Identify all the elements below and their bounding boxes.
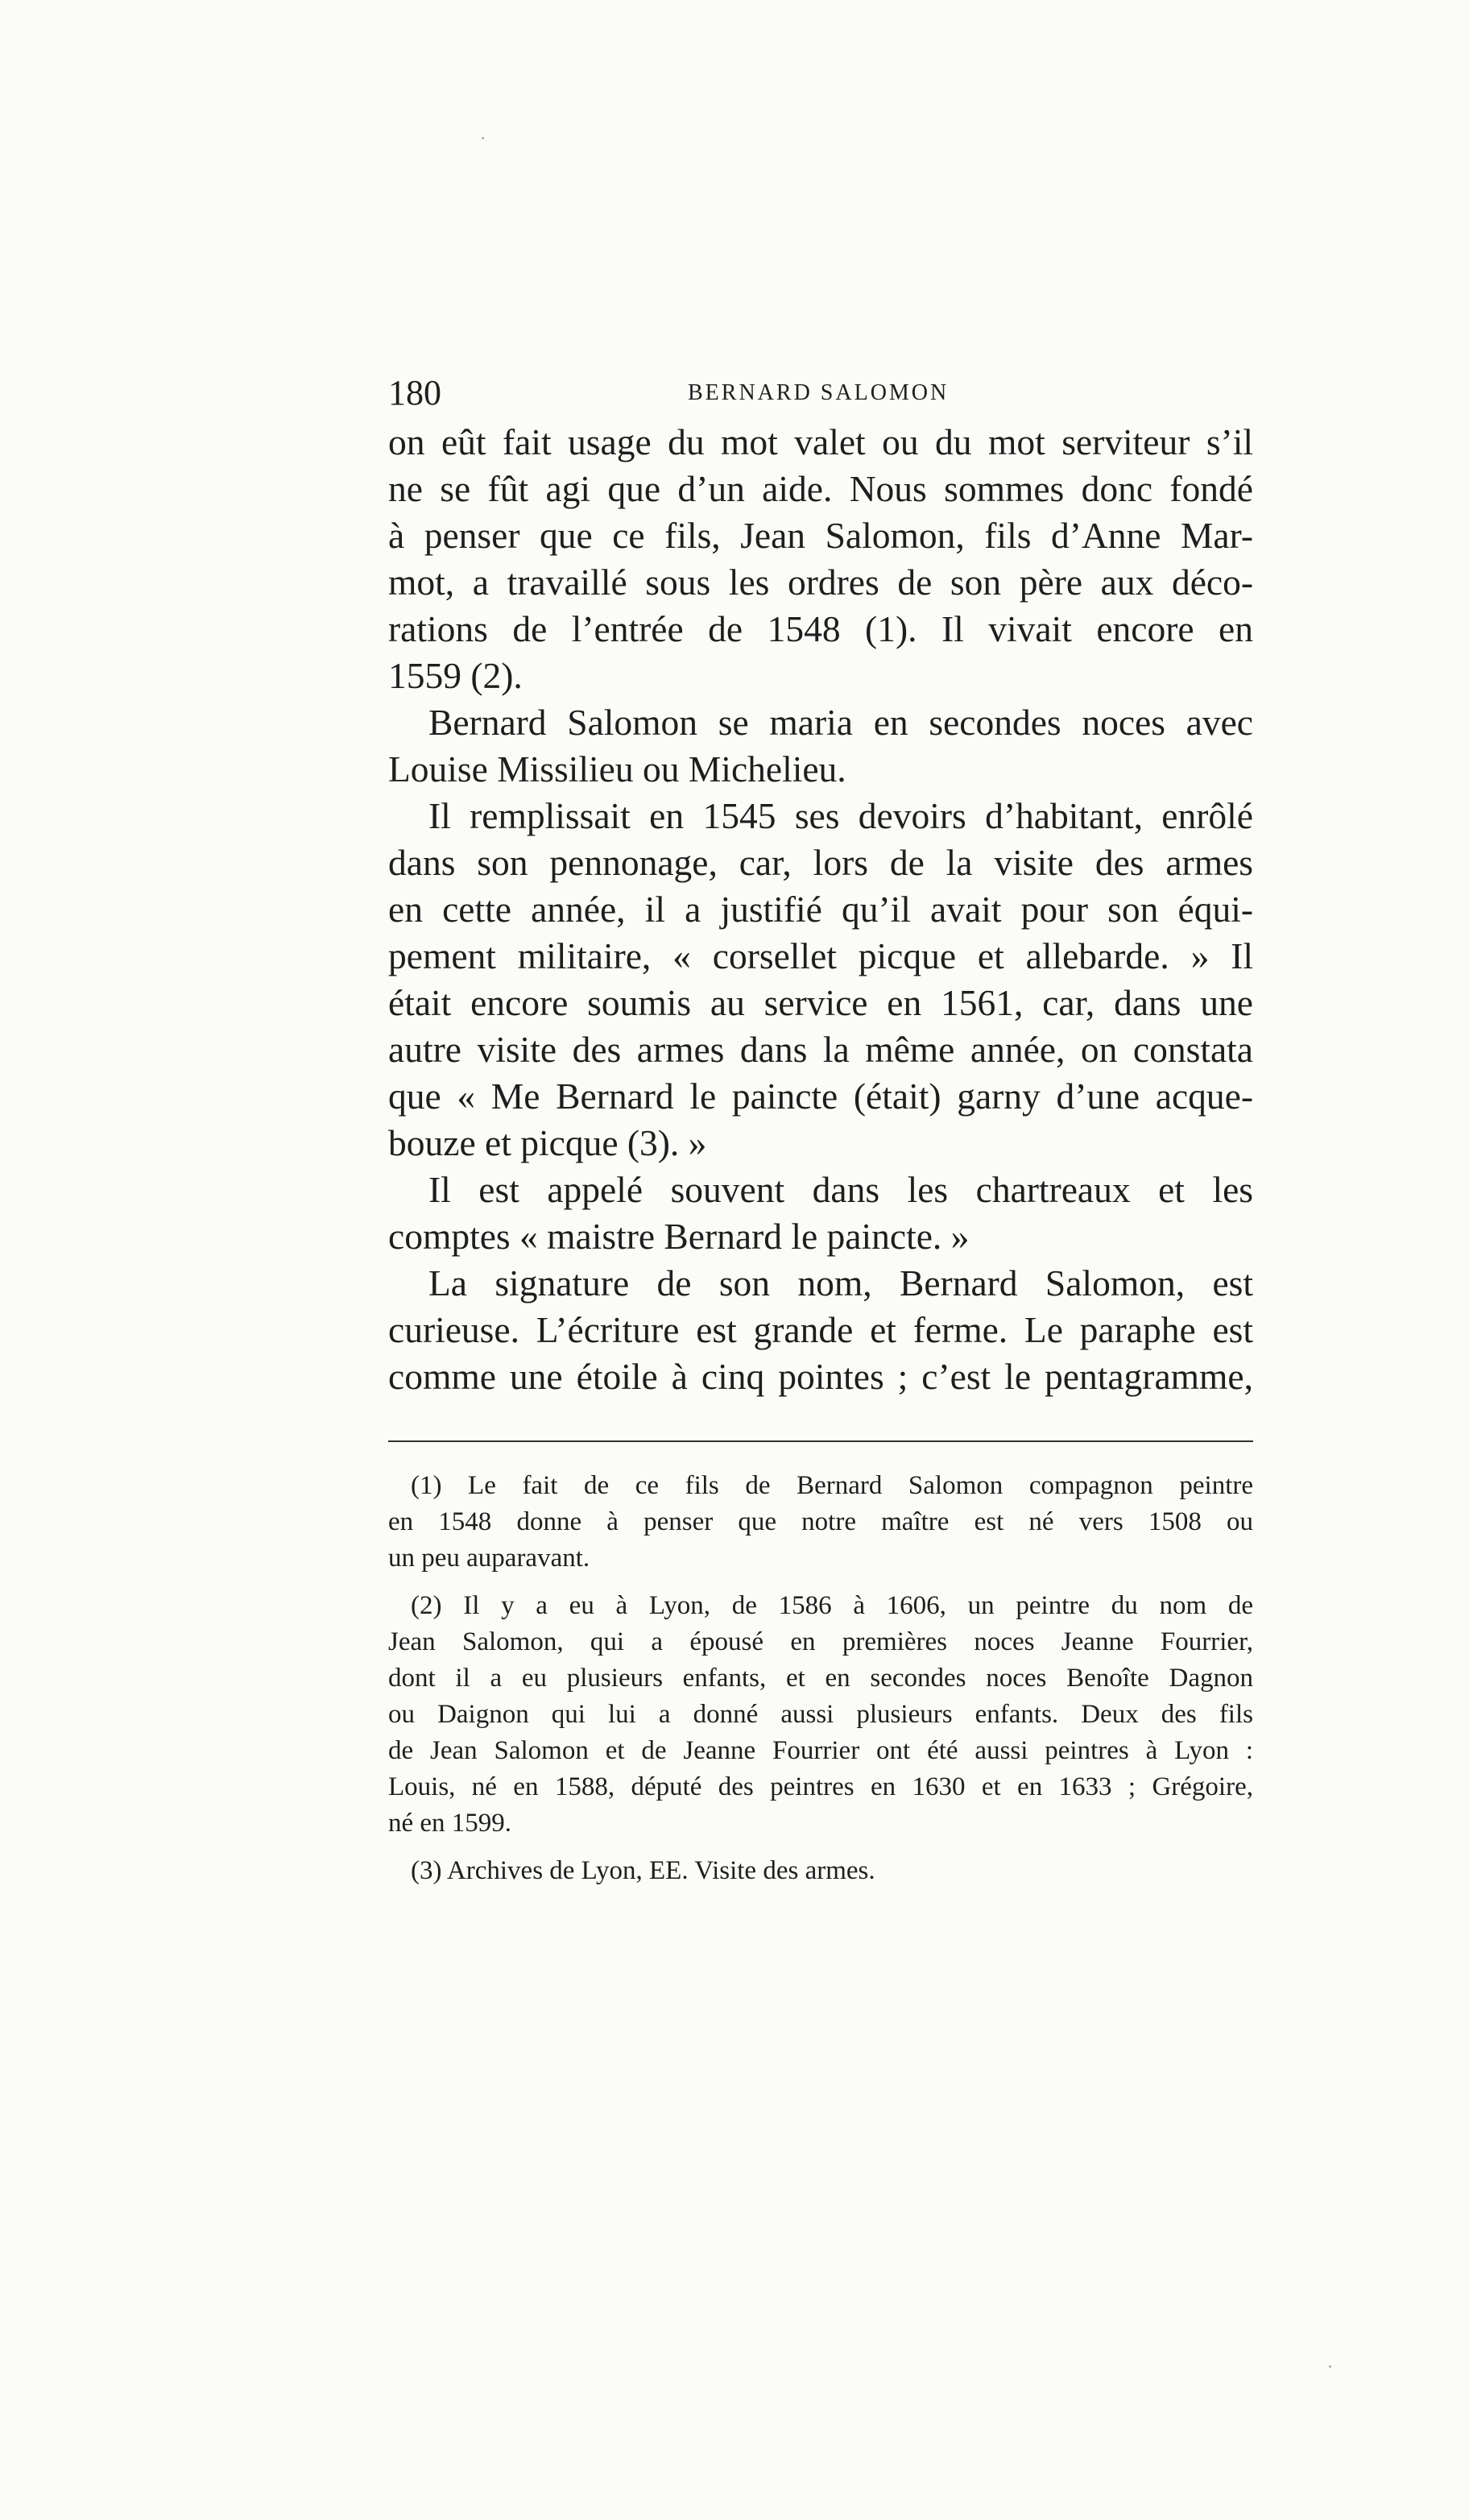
body-line: autre visite des armes dans la même année, on constata: [388, 1029, 1253, 1070]
footnote-line: (2) Il y a eu à Lyon, de 1586 à 1606, un peintre du nom de: [411, 1591, 1253, 1620]
body-line: Louise Missilieu ou Michelieu.: [388, 748, 846, 790]
footnote-line: Louis, né en 1588, député des peintres en 1630 et en 1633 ; Grégoire,: [388, 1772, 1253, 1801]
body-line: ne se fût agi que d’un aide. Nous sommes donc fondé: [388, 468, 1253, 509]
body-line: Bernard Salomon se maria en secondes noces avec: [428, 702, 1253, 743]
body-line: à penser que ce fils, Jean Salomon, fils d’Anne Mar-: [388, 515, 1253, 556]
footnote-line: de Jean Salomon et de Jeanne Fourrier ont été aussi peintres à Lyon :: [388, 1736, 1253, 1765]
footnote-line: né en 1599.: [388, 1809, 512, 1838]
footnote-line: (3) Archives de Lyon, EE. Visite des armes.: [411, 1856, 875, 1885]
body-line: que « Me Bernard le paincte (était) garny d’une acque-: [388, 1076, 1253, 1117]
body-line: Il est appelé souvent dans les chartreaux et les: [428, 1169, 1253, 1210]
body-line: curieuse. L’écriture est grande et ferme. Le paraphe est: [388, 1309, 1253, 1350]
footnote-line: en 1548 donne à penser que notre maître est né vers 1508 ou: [388, 1507, 1253, 1536]
footnote-line: ou Daignon qui lui a donné aussi plusieurs enfants. Deux des fils: [388, 1700, 1253, 1729]
footnote-line: (1) Le fait de ce fils de Bernard Salomon compagnon peintre: [411, 1471, 1253, 1500]
body-text: [388, 419, 1253, 1400]
page-header: [388, 369, 1253, 417]
paper-speck: [482, 137, 484, 139]
body-line: était encore soumis au service en 1561, car, dans une: [388, 982, 1253, 1023]
footnote-line: dont il a eu plusieurs enfants, et en secondes noces Benoîte Dagnon: [388, 1664, 1253, 1693]
body-line: on eût fait usage du mot valet ou du mot serviteur s’il: [388, 421, 1253, 462]
footnote-rule: [388, 1440, 1253, 1442]
body-line: La signature de son nom, Bernard Salomon, est: [428, 1262, 1253, 1304]
footnotes: [388, 1468, 1253, 1889]
page-number: 180: [388, 373, 441, 412]
body-line: pement militaire, « corsellet picque et allebarde. » Il: [388, 935, 1253, 976]
body-line: comptes « maistre Bernard le paincte. »: [388, 1216, 970, 1257]
body-line: rations de l’entrée de 1548 (1). Il vivait encore en: [388, 608, 1253, 649]
footnote-line: Jean Salomon, qui a épousé en premières noces Jeanne Fourrier,: [388, 1627, 1253, 1656]
paper-speck: [1329, 2365, 1331, 2368]
body-line: Il remplissait en 1545 ses devoirs d’habitant, enrôlé: [428, 795, 1253, 836]
body-line: bouze et picque (3). »: [388, 1122, 707, 1163]
body-line: en cette année, il a justifié qu’il avait pour son équi-: [388, 889, 1253, 930]
body-line: 1559 (2).: [388, 655, 523, 696]
body-line: dans son pennonage, car, lors de la visite des armes: [388, 842, 1253, 883]
footnote-line: un peu auparavant.: [388, 1544, 590, 1573]
running-title: BERNARD SALOMON: [688, 380, 950, 405]
body-line: comme une étoile à cinq pointes ; c’est le pentagramme,: [388, 1356, 1253, 1397]
body-line: mot, a travaillé sous les ordres de son père aux déco-: [388, 562, 1253, 603]
